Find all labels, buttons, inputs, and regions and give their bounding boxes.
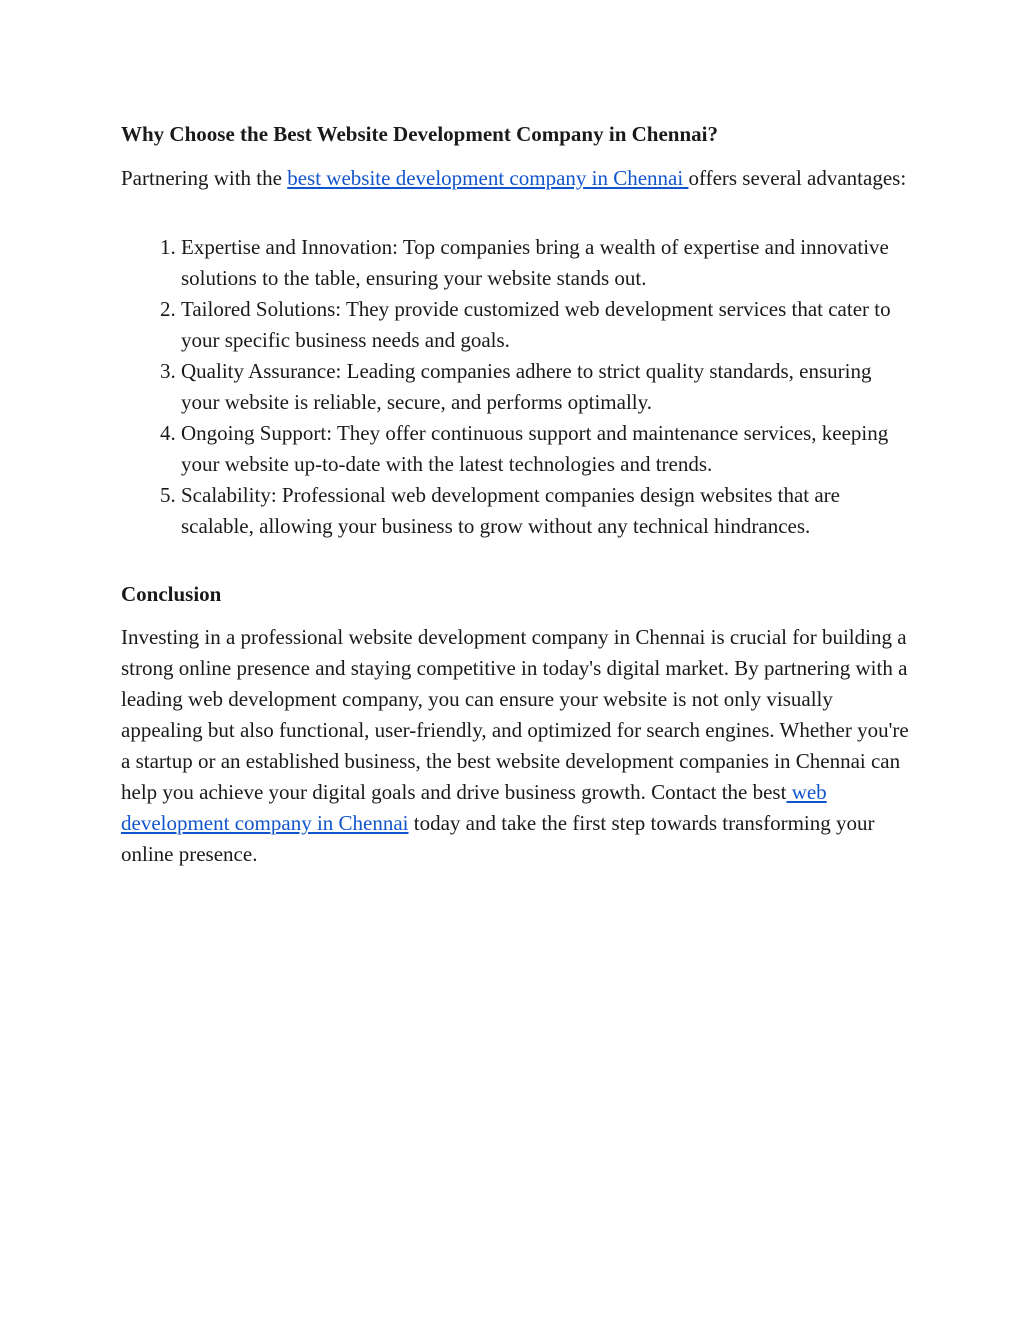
list-item: 1. Expertise and Innovation: Top companies bring a wealth of expertise and innovative solutions to the table, ensuring your website stands out. <box>181 232 911 294</box>
document-page <box>121 118 911 870</box>
intro-paragraph <box>121 163 911 194</box>
section-heading: Why Choose the Best Website Development Company in Chennai? <box>121 122 718 146</box>
best-website-development-link[interactable]: best website development company in Chennai <box>287 166 689 190</box>
list-item: 2. Tailored Solutions: They provide customized web development services that cater to your specific business needs and goals. <box>181 294 911 356</box>
conclusion-paragraph <box>121 622 911 870</box>
conclusion-text-before: Investing in a professional website development company in Chennai is crucial for building a strong online presence and staying competitive in today's digital market. By partnering with a leading web development company, you can ensure your website is not only visually appealing but also functional, user-friendly, and optimized for search engines. Whether you're a startup or an established business, the best website development companies in Chennai can help you achieve your digital goals and drive business growth. Contact the best <box>121 625 909 804</box>
list-item: 4. Ongoing Support: They offer continuous support and maintenance services, keeping your website up-to-date with the latest technologies and trends. <box>181 418 911 480</box>
conclusion-text-after: today and take the first step towards transforming your online presence. <box>121 811 875 866</box>
list-item: 3. Quality Assurance: Leading companies adhere to strict quality standards, ensuring your website is reliable, secure, and performs optimally. <box>181 356 911 418</box>
advantages-list <box>121 232 911 542</box>
list-item: 5. Scalability: Professional web development companies design websites that are scalable, allowing your business to grow without any technical hindrances. <box>181 480 911 542</box>
web-development-company-link[interactable]: web development company in Chennai <box>121 780 827 835</box>
conclusion-heading: Conclusion <box>121 582 222 606</box>
intro-text-before: Partnering with the <box>121 166 288 190</box>
intro-text-after: offers several advantages: <box>688 166 907 190</box>
